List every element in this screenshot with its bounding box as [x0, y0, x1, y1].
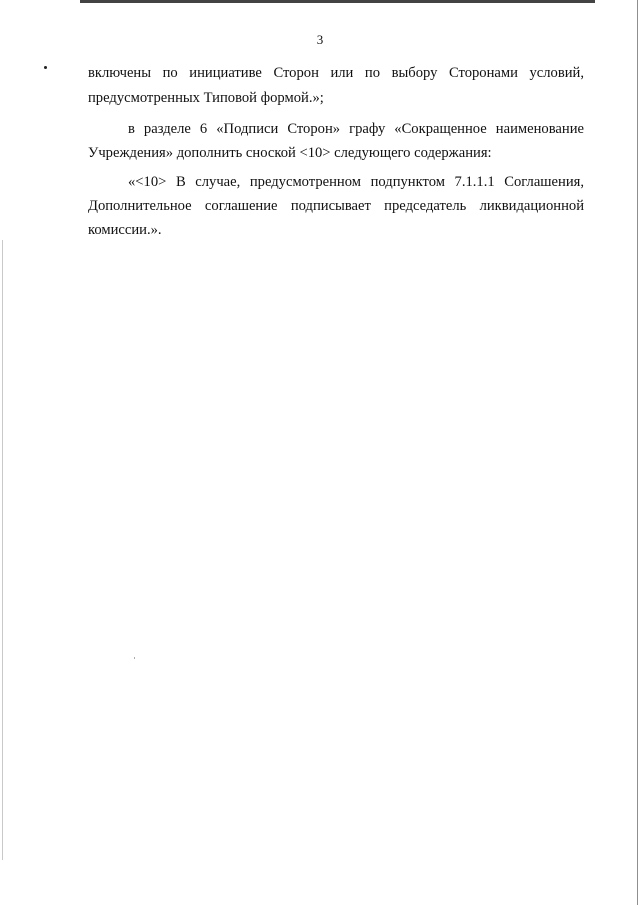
- scan-top-border: [80, 0, 595, 3]
- paragraph-1-line-2: предусмотренных Типовой формой.»;: [88, 90, 324, 106]
- scan-left-edge: [2, 240, 3, 860]
- paragraph-1-line-1: включены по инициативе Сторон или по выбору Сторонами условий,: [88, 65, 584, 81]
- paragraph-2-line-1: в разделе 6 «Подписи Сторон» графу «Сокращенное наименование: [128, 121, 584, 137]
- paragraph-2-line-2: Учреждения» дополнить сноской <10> следующего содержания:: [88, 145, 492, 161]
- page-number: 3: [316, 32, 324, 47]
- paragraph-3-line-1: «<10> В случае, предусмотренном подпунктом 7.1.1.1 Соглашения,: [128, 174, 584, 190]
- scan-right-edge: [637, 0, 638, 905]
- paragraph-3-line-3: комиссии.».: [88, 222, 162, 238]
- paragraph-3-line-2: Дополнительное соглашение подписывает председатель ликвидационной: [88, 198, 584, 214]
- scan-speck: [44, 66, 47, 69]
- scan-speck: [134, 657, 135, 659]
